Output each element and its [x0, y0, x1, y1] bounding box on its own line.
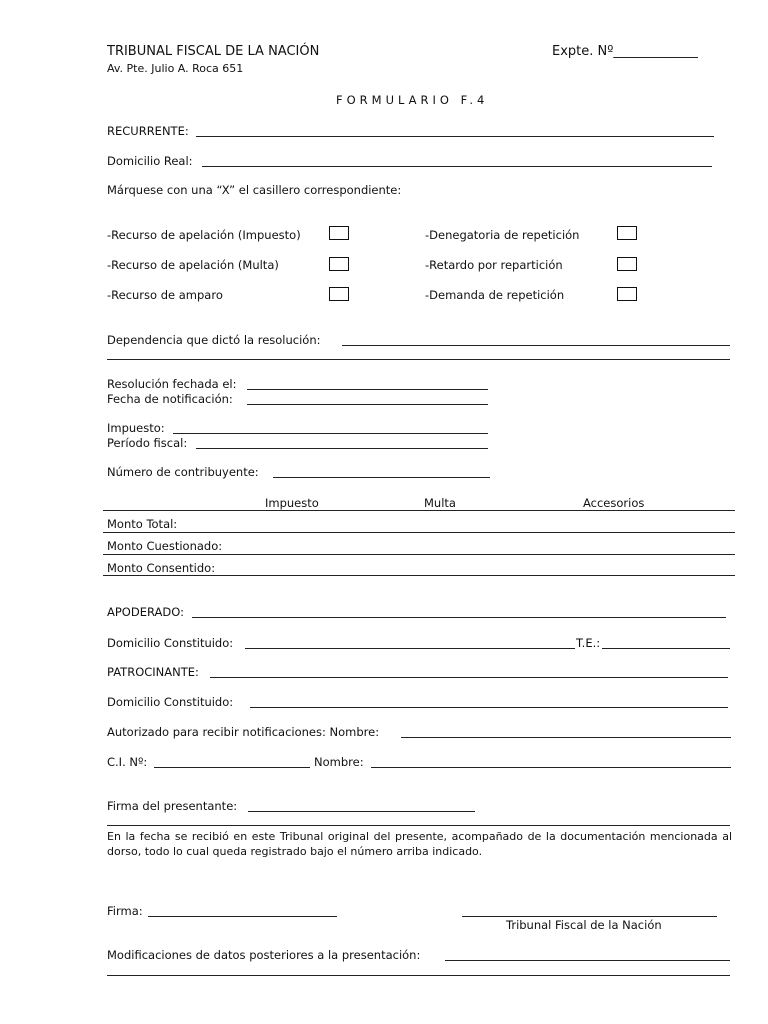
- ci-label: C.I. Nº:: [107, 755, 148, 769]
- tribunal-signature-line[interactable]: [462, 916, 717, 917]
- checkbox-apelacion-multa[interactable]: [329, 257, 349, 271]
- monto-consentido-field[interactable]: [103, 575, 735, 576]
- form-title: FORMULARIO F.4: [336, 93, 489, 107]
- periodo-fiscal-field[interactable]: [196, 448, 488, 449]
- amounts-column-multa: Multa: [424, 496, 456, 510]
- modificaciones-field[interactable]: [445, 960, 730, 961]
- autorizado-nombre-field[interactable]: [401, 737, 731, 738]
- checkbox-label-apelacion-impuesto: -Recurso de apelación (Impuesto): [107, 228, 301, 242]
- checkbox-label-apelacion-multa: -Recurso de apelación (Multa): [107, 258, 279, 272]
- patrocinante-label: PATROCINANTE:: [107, 665, 199, 679]
- numero-contribuyente-label: Número de contribuyente:: [107, 465, 259, 479]
- ci-nombre-field[interactable]: [371, 767, 731, 768]
- apoderado-field[interactable]: [192, 617, 726, 618]
- domicilio-constituido-field[interactable]: [245, 648, 575, 649]
- monto-consentido-label: Monto Consentido:: [107, 561, 216, 575]
- checkbox-instruction: Márquese con una “X” el casillero correspondiente:: [107, 183, 402, 197]
- patrocinante-field[interactable]: [210, 677, 728, 678]
- te-label: T.E.:: [576, 636, 601, 650]
- impuesto-label: Impuesto:: [107, 421, 165, 435]
- dependencia-field-continuation[interactable]: [107, 359, 730, 360]
- organization-name: TRIBUNAL FISCAL DE LA NACIÓN: [107, 44, 320, 59]
- fecha-notificacion-field[interactable]: [247, 404, 488, 405]
- expediente-number: Expte. Nº_____________: [552, 44, 698, 59]
- amounts-column-accesorios: Accesorios: [583, 496, 645, 510]
- ci-field[interactable]: [154, 767, 310, 768]
- checkbox-amparo[interactable]: [329, 287, 349, 301]
- firma-presentante-field[interactable]: [248, 811, 475, 812]
- monto-total-field[interactable]: [103, 532, 735, 533]
- dependencia-field[interactable]: [342, 345, 730, 346]
- receipt-statement: En la fecha se recibió en este Tribunal original del presente, acompañado de la documentación mencionada al dorso, todo lo cual queda registrado bajo el número arriba indicado.: [107, 830, 732, 858]
- amounts-header-rule: [103, 510, 735, 511]
- resolucion-fechada-label: Resolución fechada el:: [107, 377, 237, 391]
- ci-nombre-label: Nombre:: [314, 755, 364, 769]
- domicilio-constituido-2-label: Domicilio Constituido:: [107, 695, 234, 709]
- domicilio-constituido-2-field[interactable]: [250, 707, 728, 708]
- checkbox-label-denegatoria: -Denegatoria de repetición: [425, 228, 580, 242]
- te-field[interactable]: [602, 648, 730, 649]
- autorizado-label: Autorizado para recibir notificaciones: Nombre:: [107, 725, 380, 739]
- domicilio-real-field[interactable]: [202, 166, 712, 167]
- dependencia-label: Dependencia que dictó la resolución:: [107, 333, 321, 347]
- checkbox-label-demanda: -Demanda de repetición: [425, 288, 565, 302]
- firma-label: Firma:: [107, 904, 143, 918]
- organization-address: Av. Pte. Julio A. Roca 651: [107, 62, 244, 75]
- modificaciones-field-continuation[interactable]: [107, 975, 730, 976]
- checkbox-denegatoria[interactable]: [617, 226, 637, 240]
- checkbox-apelacion-impuesto[interactable]: [329, 226, 349, 240]
- tribunal-signature-label: Tribunal Fiscal de la Nación: [506, 918, 662, 932]
- periodo-fiscal-label: Período fiscal:: [107, 436, 188, 450]
- domicilio-real-label: Domicilio Real:: [107, 154, 193, 168]
- apoderado-label: APODERADO:: [107, 605, 184, 619]
- numero-contribuyente-field[interactable]: [273, 477, 490, 478]
- firma-field[interactable]: [148, 916, 337, 917]
- resolucion-fechada-field[interactable]: [247, 389, 488, 390]
- footer-separator-rule: [107, 825, 730, 826]
- monto-total-label: Monto Total:: [107, 517, 178, 531]
- modificaciones-label: Modificaciones de datos posteriores a la presentación:: [107, 948, 421, 962]
- firma-presentante-label: Firma del presentante:: [107, 799, 238, 813]
- checkbox-demanda[interactable]: [617, 287, 637, 301]
- checkbox-label-retardo: -Retardo por repartición: [425, 258, 563, 272]
- amounts-column-impuesto: Impuesto: [265, 496, 319, 510]
- monto-cuestionado-label: Monto Cuestionado:: [107, 539, 223, 553]
- fecha-notificacion-label: Fecha de notificación:: [107, 392, 233, 406]
- domicilio-constituido-label: Domicilio Constituido:: [107, 636, 234, 650]
- monto-cuestionado-field[interactable]: [103, 554, 735, 555]
- recurrente-label: RECURRENTE:: [107, 124, 189, 138]
- impuesto-field[interactable]: [173, 433, 488, 434]
- checkbox-label-amparo: -Recurso de amparo: [107, 288, 223, 302]
- recurrente-field[interactable]: [196, 136, 714, 137]
- checkbox-retardo[interactable]: [617, 257, 637, 271]
